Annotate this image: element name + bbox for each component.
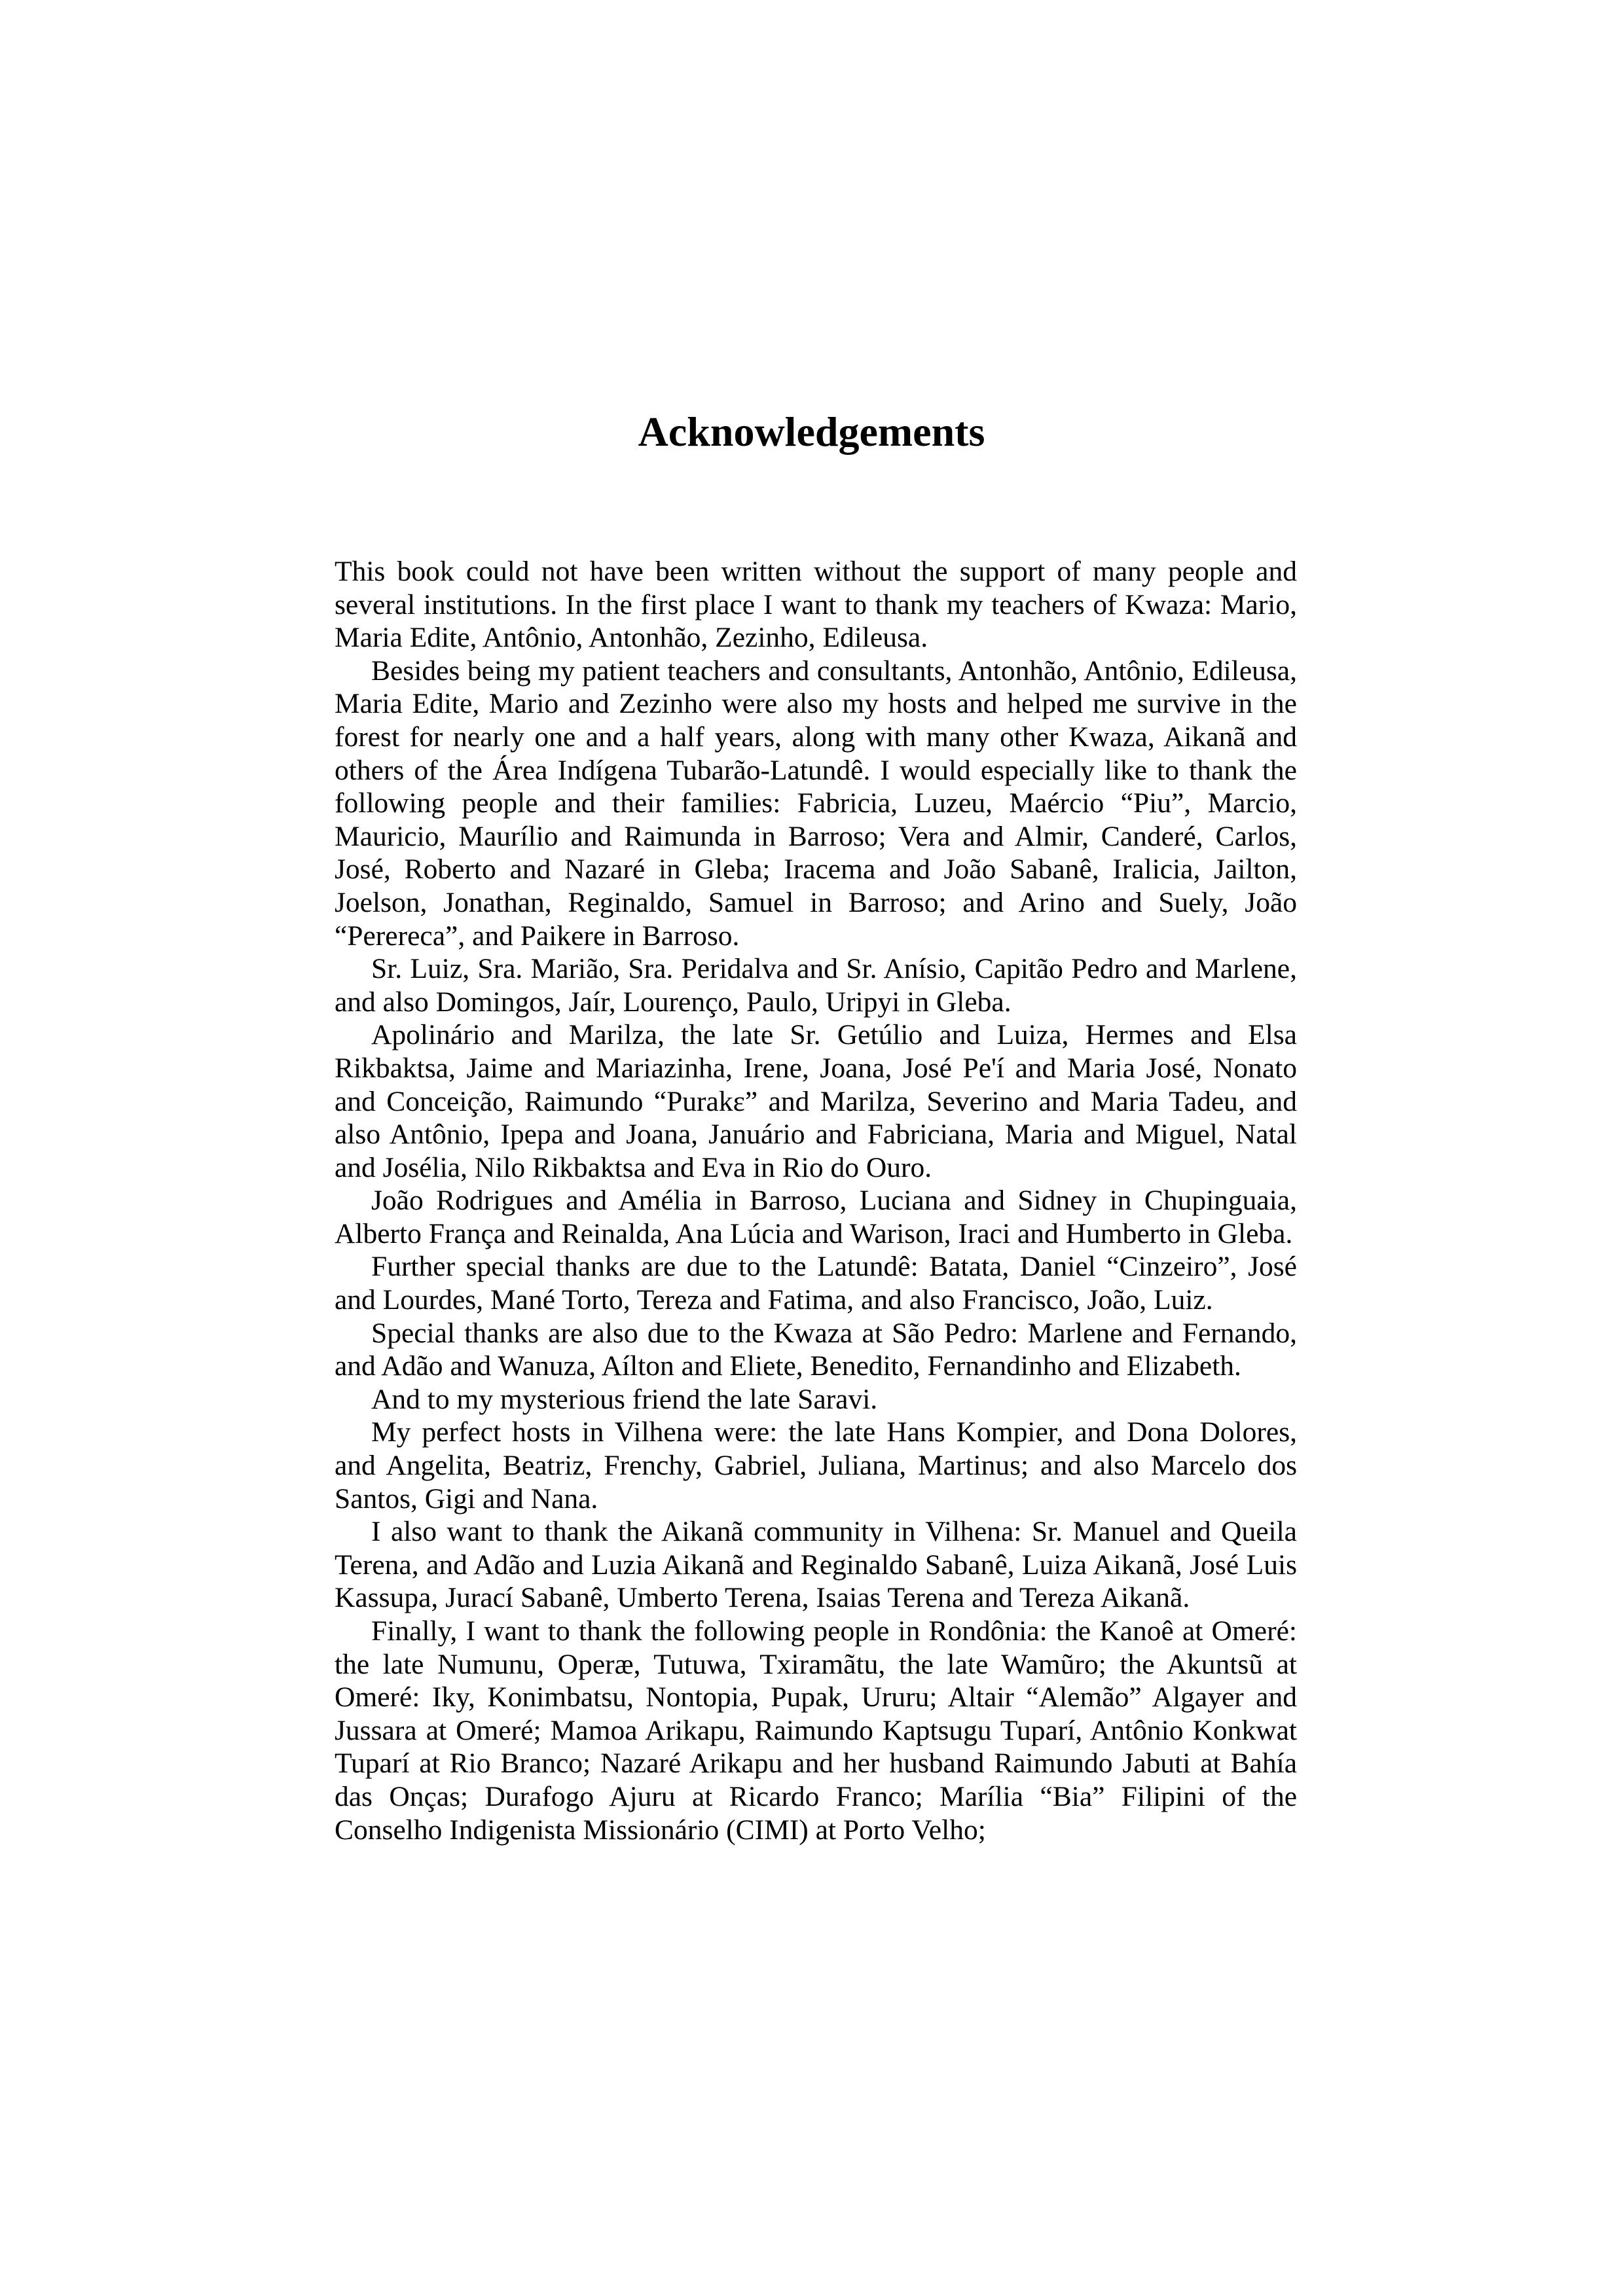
- paragraph-9: My perfect hosts in Vilhena were: the late Hans Kompier, and Dona Dolores, and Angelita, Beatriz, Frenchy, Gabriel, Juliana, Martinus; and also Marcelo dos Santos, Gigi and Nana.: [335, 1416, 1297, 1515]
- paragraph-11: Finally, I want to thank the following people in Rondônia: the Kanoê at Omeré: the late Numunu, Operæ, Tutuwa, Txiramãtu, the late Wamũro; the Akuntsũ at Omeré: Iky, Konimbatsu, Nontopia, Pupak, Ururu; Altair “Alemão” Algayer and Jussara at Omeré; Mamoa Arikapu, Raimundo Kaptsugu Tuparí, Antônio Konkwat Tuparí at Rio Branco; Nazaré Arikapu and her husband Raimundo Jabuti at Bahía das Onças; Durafogo Ajuru at Ricardo Franco; Marília “Bia” Filipini of the Conselho Indigenista Missionário (CIMI) at Porto Velho;: [335, 1615, 1297, 1846]
- paragraph-7: Special thanks are also due to the Kwaza at São Pedro: Marlene and Fernando, and Adão and Wanuza, Aílton and Eliete, Benedito, Fernandinho and Elizabeth.: [335, 1317, 1297, 1382]
- paragraph-2: Besides being my patient teachers and consultants, Antonhão, Antônio, Edileusa, Maria Edite, Mario and Zezinho were also my hosts and helped me survive in the forest for nearly one and a half years, along with many other Kwaza, Aikanã and others of the Área Indígena Tubarão-Latundê. I would especially like to thank the following people and their families: Fabricia, Luzeu, Maércio “Piu”, Marcio, Mauricio, Maurílio and Raimunda in Barroso; Vera and Almir, Canderé, Carlos, José, Roberto and Nazaré in Gleba; Iracema and João Sabanê, Iralicia, Jailton, Joelson, Jonathan, Reginaldo, Samuel in Barroso; and Arino and Suely, João “Perereca”, and Paikere in Barroso.: [335, 655, 1297, 952]
- paragraph-6: Further special thanks are due to the Latundê: Batata, Daniel “Cinzeiro”, José and Lourdes, Mané Torto, Tereza and Fatima, and also Francisco, João, Luiz.: [335, 1251, 1297, 1316]
- paragraph-3: Sr. Luiz, Sra. Marião, Sra. Peridalva and Sr. Anísio, Capitão Pedro and Marlene, and also Domingos, Jaír, Lourenço, Paulo, Uripyi in Gleba.: [335, 953, 1297, 1018]
- acknowledgements-body: [335, 555, 1297, 1846]
- paragraph-8: And to my mysterious friend the late Saravi.: [371, 1383, 878, 1415]
- page-title: Acknowledgements: [638, 408, 985, 455]
- paragraph-1: This book could not have been written without the support of many people and several institutions. In the first place I want to thank my teachers of Kwaza: Mario, Maria Edite, Antônio, Antonhão, Zezinho, Edileusa.: [335, 556, 1297, 654]
- paragraph-10: I also want to thank the Aikanã community in Vilhena: Sr. Manuel and Queila Terena, and Adão and Luzia Aikanã and Reginaldo Sabanê, Luiza Aikanã, José Luis Kassupa, Jurací Sabanê, Umberto Terena, Isaias Terena and Tereza Aikanã.: [335, 1516, 1297, 1614]
- paragraph-4: Apolinário and Marilza, the late Sr. Getúlio and Luiza, Hermes and Elsa Rikbaktsa, Jaime and Mariazinha, Irene, Joana, José Pe'í and Maria José, Nonato and Conceição, Raimundo “Purakɛ” and Marilza, Severino and Maria Tadeu, and also Antônio, Ipepa and Joana, Januário and Fabriciana, Maria and Miguel, Natal and Josélia, Nilo Rikbaktsa and Eva in Rio do Ouro.: [335, 1019, 1297, 1183]
- paragraph-5: João Rodrigues and Amélia in Barroso, Luciana and Sidney in Chupinguaia, Alberto França and Reinalda, Ana Lúcia and Warison, Iraci and Humberto in Gleba.: [335, 1185, 1297, 1249]
